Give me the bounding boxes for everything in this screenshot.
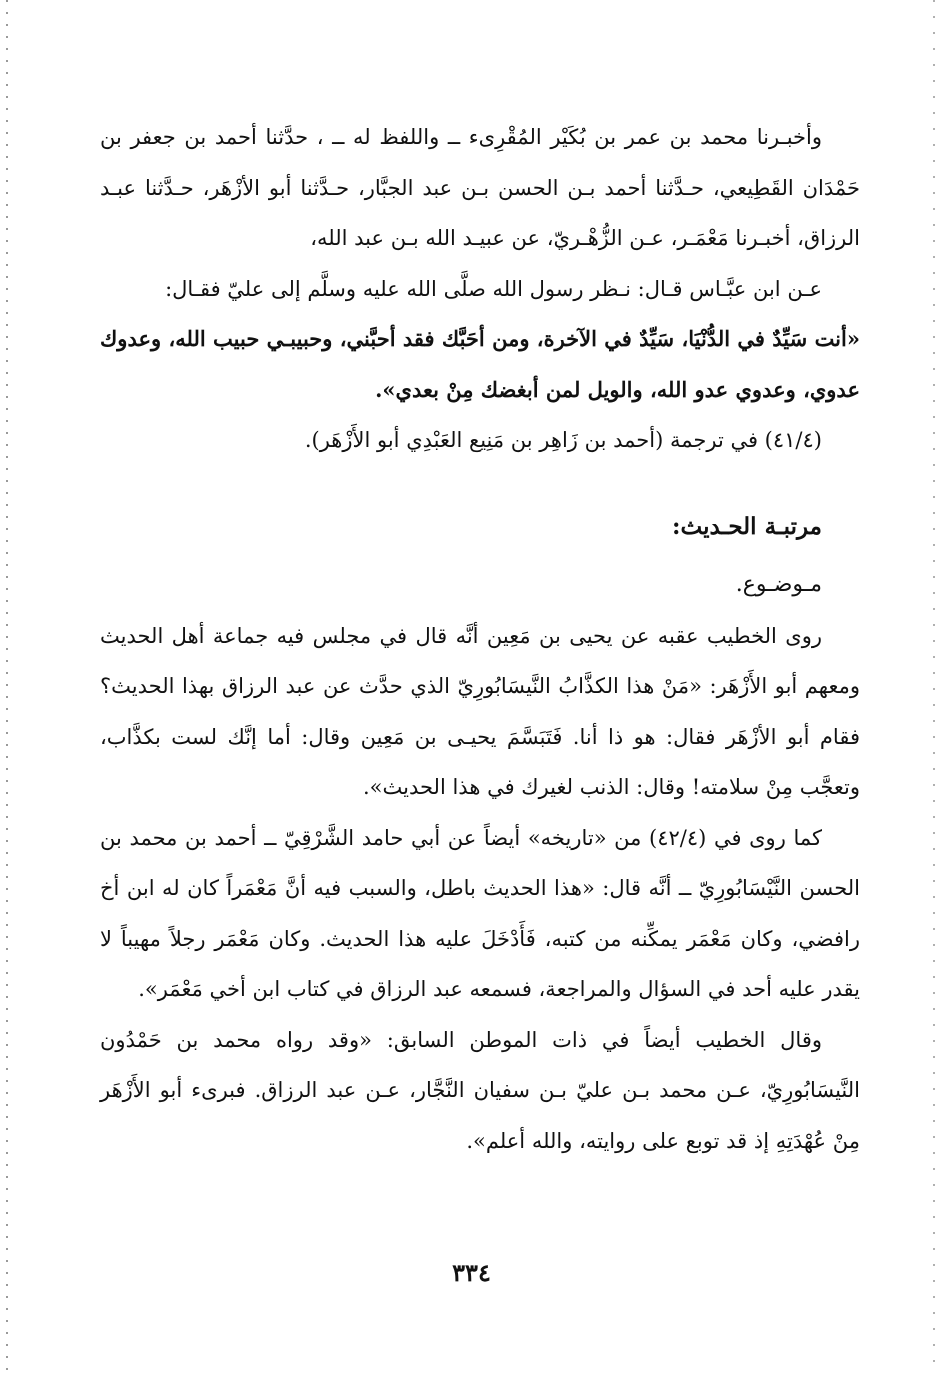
reference-line: (٤١/٤) في ترجمة (أحمد بن زَاهِر بن مَنِيع العَبْدِي أبو الأَزْهَر).	[304, 428, 822, 452]
page-body	[100, 112, 860, 1166]
page-number: ٣٣٤	[452, 1258, 491, 1287]
scan-edge-left	[6, 0, 8, 1375]
matn-intro: عـن ابن عبَّـاس قـال: نـظر رسول الله صلَّى الله عليه وسلَّم إلى عليّ فقـال:	[165, 276, 822, 301]
hadith-verdict: مـوضـوع.	[735, 572, 822, 597]
isnad-paragraph: وأخبـرنا محمد بن عمر بن بُكَيْر المُقْرِىء ــ واللفظ له ــ ، حدَّثنا أحمد بن جعفر بن حَمْدَان القَطِيعي، حـدَّثنا أحمد بـن الحسن بـن عبد الجبَّار، حـدَّثنا أبو الأزْهَر، حـدَّثنا عبـد الرزاق، أخبـرنا مَعْمَـر، عـن الزُّهْـريّ، عن عبيـد الله بـن عبد الله،	[100, 125, 860, 250]
matn-quote: «أنت سَيِّدٌ في الدُّنْيَا، سَيِّدٌ في الآخرة، ومن أحَبَّك فقد أحبَّني، وحبيبـي حبيب الله، وعدوك عدوي، وعدوي عدو الله، والويل لمن أبغضك مِنْ بعدي».	[100, 326, 860, 402]
khatib-paragraph-3: وقال الخطيب أيضاً في ذات الموطن السابق: «وقد رواه محمد بن حَمْدُون النَّيسَابُورِيّ، عـن محمد بـن عليّ بـن سفيان النَّجَّار، عـن عبد الرزاق. فبرىء أبو الأَزْهَر مِنْ عُهْدَتِهِ إذ قد توبع على روايته، والله أعلم».	[100, 1027, 860, 1153]
section-heading: مرتبـة الحـديث:	[672, 512, 822, 540]
scan-edge-right	[933, 0, 935, 1375]
khatib-paragraph-2: كما روى في (٤٢/٤) من «تاريخه» أيضاً عن أبي حامد الشَّرْقِيّ ــ أحمد بن محمد بن الحسن النَّيْسَابُورِيّ ــ أنَّه قال: «هذا الحديث باطل، والسبب فيه أنَّ مَعْمَراً كان له ابن أخ رافضي، وكان مَعْمَر يمكِّنه من كتبه، فَأَدْخَلَ عليه هذا الحديث. وكان مَعْمَر رجلاً مهيباً لا يقدر عليه أحد في السؤال والمراجعة، فسمعه عبد الرزاق في كتاب ابن أخي مَعْمَر».	[100, 825, 860, 1001]
khatib-paragraph-1: روى الخطيب عقبه عن يحيى بن مَعِين أنَّه قال في مجلس فيه جماعة أهل الحديث ومعهم أبو الأَزْهَر: «مَنْ هذا الكذَّابُ النَّيسَابُورِيّ الذي حدَّث عن عبد الرزاق بهذا الحديث؟ فقام أبو الأزْهَر فقال: هو ذا أنا. فَتَبَسَّمَ يحيـى بن مَعِين وقال: أما إنَّك لست بكذَّاب، وتعجَّب مِنْ سلامته! وقال: الذنب لغيرك في هذا الحديث».	[100, 623, 860, 799]
